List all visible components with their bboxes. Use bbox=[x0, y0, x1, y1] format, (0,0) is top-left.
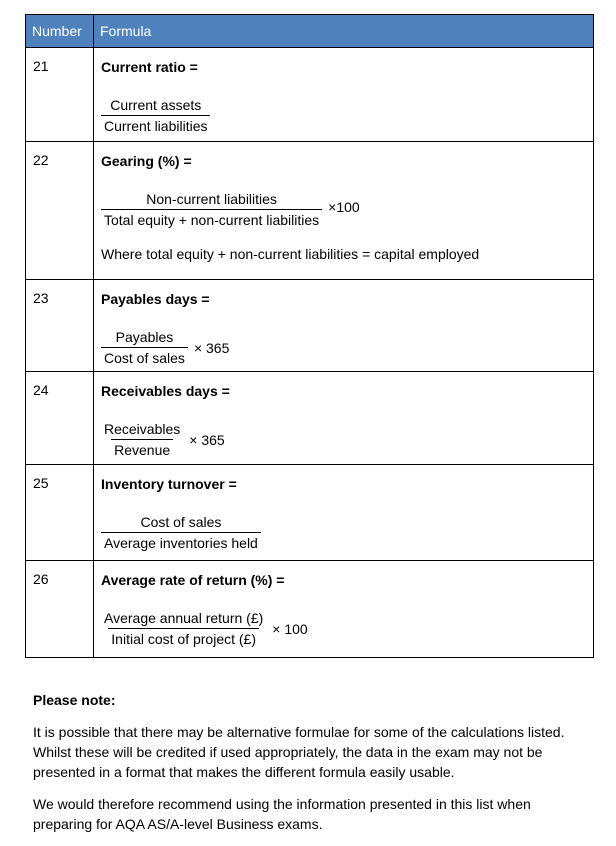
formula-expression bbox=[101, 190, 593, 229]
multiplier: × 100 bbox=[272, 620, 308, 637]
numerator: Current assets bbox=[110, 97, 202, 113]
formula-expression bbox=[101, 609, 593, 648]
notes-paragraph: We would therefore recommend using the information presented in this list when preparing for AQA AS/A-level Business exams. bbox=[33, 796, 531, 832]
table-row bbox=[26, 372, 594, 465]
table-row bbox=[26, 465, 594, 561]
numerator: Receivables bbox=[104, 421, 181, 437]
denominator: Initial cost of project (£) bbox=[108, 628, 259, 648]
formula-expression bbox=[101, 420, 593, 459]
formula-table bbox=[25, 14, 594, 658]
row-number: 24 bbox=[26, 372, 94, 465]
formula-title: Payables days = bbox=[101, 291, 210, 307]
numerator: Average annual return (£) bbox=[104, 610, 264, 626]
formula-title: Receivables days = bbox=[101, 383, 230, 399]
denominator: Current liabilities bbox=[101, 115, 210, 135]
row-number: 26 bbox=[26, 561, 94, 658]
formula-expression bbox=[101, 96, 593, 135]
multiplier: × 365 bbox=[189, 431, 225, 448]
header-formula: Formula bbox=[94, 15, 594, 48]
fraction bbox=[101, 190, 322, 229]
denominator: Cost of sales bbox=[101, 347, 188, 367]
denominator: Total equity + non-current liabilities bbox=[101, 209, 322, 229]
row-number: 25 bbox=[26, 465, 94, 561]
fraction bbox=[101, 609, 266, 648]
formula-expression bbox=[101, 513, 593, 552]
numerator: Non-current liabilities bbox=[146, 191, 277, 207]
row-number: 23 bbox=[26, 280, 94, 372]
formula-title: Inventory turnover = bbox=[101, 476, 237, 492]
fraction bbox=[101, 513, 261, 552]
table-header-row bbox=[26, 15, 594, 48]
formula-cell bbox=[94, 561, 594, 658]
formula-title: Current ratio = bbox=[101, 59, 198, 75]
multiplier: × 365 bbox=[193, 339, 230, 356]
formula-cell bbox=[94, 280, 594, 372]
formula-title: Gearing (%) = bbox=[101, 153, 192, 169]
table-row bbox=[26, 142, 594, 280]
denominator: Average inventories held bbox=[101, 532, 261, 552]
notes-section bbox=[33, 690, 581, 846]
notes-title: Please note: bbox=[33, 692, 116, 708]
multiplier: ×100 bbox=[328, 198, 360, 215]
formula-cell bbox=[94, 142, 594, 280]
fraction bbox=[101, 96, 210, 135]
fraction bbox=[101, 420, 183, 459]
formula-note: Where total equity + non-current liabilities = capital employed bbox=[101, 246, 480, 262]
header-number: Number bbox=[26, 15, 94, 48]
numerator: Payables bbox=[115, 329, 174, 345]
table-row bbox=[26, 561, 594, 658]
row-number: 22 bbox=[26, 142, 94, 280]
formula-cell bbox=[94, 465, 594, 561]
formula-expression bbox=[101, 328, 593, 367]
formula-cell bbox=[94, 372, 594, 465]
notes-paragraph: It is possible that there may be alternative formulae for some of the calculations listed. Whilst these will be credited if used appropriately, the data in the exam may not be presented in a format that makes the different formula easily usable. bbox=[33, 724, 565, 780]
table-row bbox=[26, 280, 594, 372]
denominator: Revenue bbox=[111, 439, 173, 459]
row-number: 21 bbox=[26, 48, 94, 142]
fraction bbox=[101, 328, 188, 367]
formula-cell bbox=[94, 48, 594, 142]
formula-title: Average rate of return (%) = bbox=[101, 572, 285, 588]
table-row bbox=[26, 48, 594, 142]
numerator: Cost of sales bbox=[140, 514, 222, 530]
